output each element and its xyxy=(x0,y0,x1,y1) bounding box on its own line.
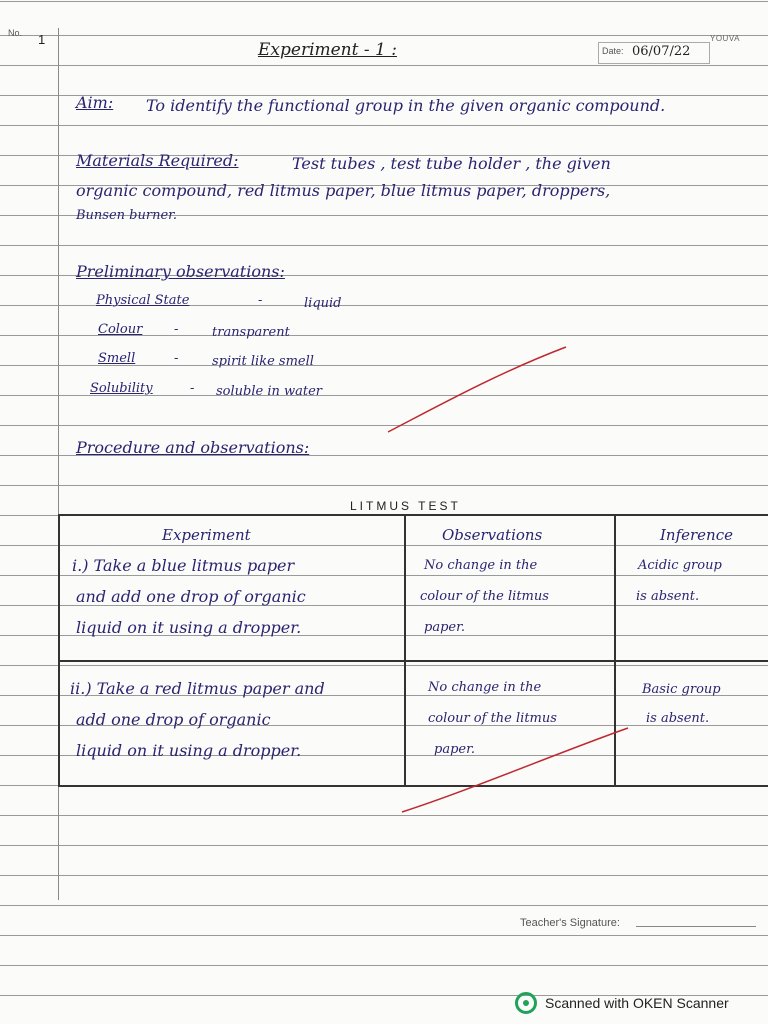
materials-label: Materials Required: xyxy=(76,151,239,170)
prelim-sep: - xyxy=(190,381,195,396)
scanner-logo-icon xyxy=(515,992,537,1014)
check-mark-2 xyxy=(402,728,628,812)
header-inference: Inference xyxy=(660,526,734,544)
prelim-key-smell: Smell xyxy=(98,351,136,366)
row2-experiment-line2: add one drop of organic xyxy=(76,710,271,729)
litmus-test-title: LITMUS TEST xyxy=(350,499,461,513)
scanner-watermark xyxy=(515,992,729,1014)
row1-experiment-line3: liquid on it using a dropper. xyxy=(76,618,302,637)
prelim-value-physical-state: liquid xyxy=(304,296,342,311)
prelim-key-colour: Colour xyxy=(98,322,143,337)
prelim-value-colour: transparent xyxy=(212,325,290,340)
prelim-key-solubility: Solubility xyxy=(90,381,153,396)
row1-observation-line1: No change in the xyxy=(424,558,538,573)
row2-experiment-line3: liquid on it using a dropper. xyxy=(76,741,302,760)
row2-observation-line2: colour of the litmus xyxy=(428,711,557,726)
materials-line-3: Bunsen burner. xyxy=(76,208,178,223)
prelim-value-solubility: soluble in water xyxy=(216,384,323,399)
page-number: 1 xyxy=(38,32,46,47)
aim-label: Aim: xyxy=(76,93,114,112)
page-no-label: No. xyxy=(8,28,23,38)
signature-line xyxy=(636,926,756,927)
header-experiment: Experiment xyxy=(162,526,251,544)
row1-observation-line2: colour of the litmus xyxy=(420,589,549,604)
prelim-sep: - xyxy=(174,351,179,366)
experiment-title: Experiment - 1 : xyxy=(258,40,397,60)
row1-observation-line3: paper. xyxy=(424,620,466,635)
brand-logo: YOUVA xyxy=(710,34,740,43)
preliminary-label: Preliminary observations: xyxy=(76,262,285,281)
materials-line-1: Test tubes , test tube holder , the given xyxy=(292,154,611,173)
scanner-text: Scanned with OKEN Scanner xyxy=(545,995,729,1011)
aim-text: To identify the functional group in the given organic compound. xyxy=(146,96,666,115)
procedure-label: Procedure and observations: xyxy=(76,438,310,457)
prelim-value-smell: spirit like smell xyxy=(212,354,314,369)
row2-observation-line1: No change in the xyxy=(428,680,542,695)
check-mark-1 xyxy=(388,347,566,432)
row2-inference-line2: is absent. xyxy=(646,711,710,726)
prelim-key-physical-state: Physical State xyxy=(96,293,190,308)
header-observations: Observations xyxy=(442,526,543,544)
teacher-signature-label: Teacher's Signature: xyxy=(520,917,620,929)
materials-line-2: organic compound, red litmus paper, blue litmus paper, droppers, xyxy=(76,181,611,200)
row2-experiment-line1: ii.) Take a red litmus paper and xyxy=(70,679,325,698)
prelim-sep: - xyxy=(258,293,263,308)
row2-inference-line1: Basic group xyxy=(642,682,721,697)
row1-experiment-line2: and add one drop of organic xyxy=(76,587,306,606)
row1-experiment-line1: i.) Take a blue litmus paper xyxy=(72,556,295,575)
row1-inference-line2: is absent. xyxy=(636,589,700,604)
row1-inference-line1: Acidic group xyxy=(638,558,722,573)
date-label: Date: xyxy=(602,46,624,56)
row2-observation-line3: paper. xyxy=(434,742,476,757)
prelim-sep: - xyxy=(174,322,179,337)
date-value: 06/07/22 xyxy=(632,44,691,59)
